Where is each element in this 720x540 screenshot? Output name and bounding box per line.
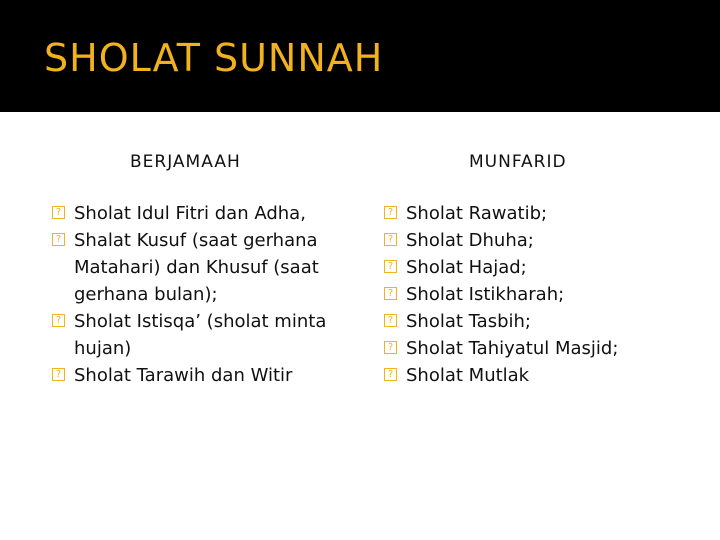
list-item: [384, 254, 704, 281]
missing-glyph-box-icon: ?: [384, 287, 397, 300]
slide-title: SHOLAT SUNNAH: [44, 36, 384, 80]
list-item: [384, 200, 704, 227]
missing-glyph-box-icon: ?: [52, 368, 65, 381]
missing-glyph-box-icon: ?: [384, 260, 397, 273]
list-item: [52, 227, 352, 308]
missing-glyph-box-icon: ?: [384, 206, 397, 219]
list-item: [384, 362, 704, 389]
missing-glyph-box-icon: ?: [52, 206, 65, 219]
list-item: [52, 362, 352, 389]
column-heading-berjamaah: BERJAMAAH: [130, 152, 241, 172]
list-item-text: Sholat Hajad;: [406, 257, 527, 278]
list-item-text: Sholat Mutlak: [406, 365, 530, 386]
title-bar: [0, 0, 720, 112]
missing-glyph-box-icon: ?: [384, 233, 397, 246]
list-item: [52, 200, 352, 227]
list-item: [384, 227, 704, 254]
missing-glyph-box-icon: ?: [384, 341, 397, 354]
missing-glyph-box-icon: ?: [384, 368, 397, 381]
missing-glyph-box-icon: ?: [52, 233, 65, 246]
list-item: [52, 308, 352, 362]
missing-glyph-box-icon: ?: [384, 314, 397, 327]
list-item-text: Shalat Kusuf (saat gerhana Matahari) dan Khusuf (saat gerhana bulan);: [74, 230, 319, 305]
list-item-text: Sholat Idul Fitri dan Adha,: [74, 203, 306, 224]
list-item-text: Sholat Rawatib;: [406, 203, 548, 224]
list-item-text: Sholat Istikharah;: [406, 284, 565, 305]
list-item-text: Sholat Istisqa’ (sholat minta hujan): [74, 311, 327, 359]
list-item: [384, 308, 704, 335]
column-heading-munfarid: MUNFARID: [469, 152, 567, 172]
list-item-text: Sholat Tasbih;: [406, 311, 531, 332]
list-item: [384, 281, 704, 308]
missing-glyph-box-icon: ?: [52, 314, 65, 327]
list-item-text: Sholat Tarawih dan Witir: [74, 365, 293, 386]
munfarid-list: [384, 200, 704, 389]
list-item: [384, 335, 704, 362]
list-item-text: Sholat Dhuha;: [406, 230, 534, 251]
list-item-text: Sholat Tahiyatul Masjid;: [406, 338, 619, 359]
berjamaah-list: [52, 200, 352, 389]
